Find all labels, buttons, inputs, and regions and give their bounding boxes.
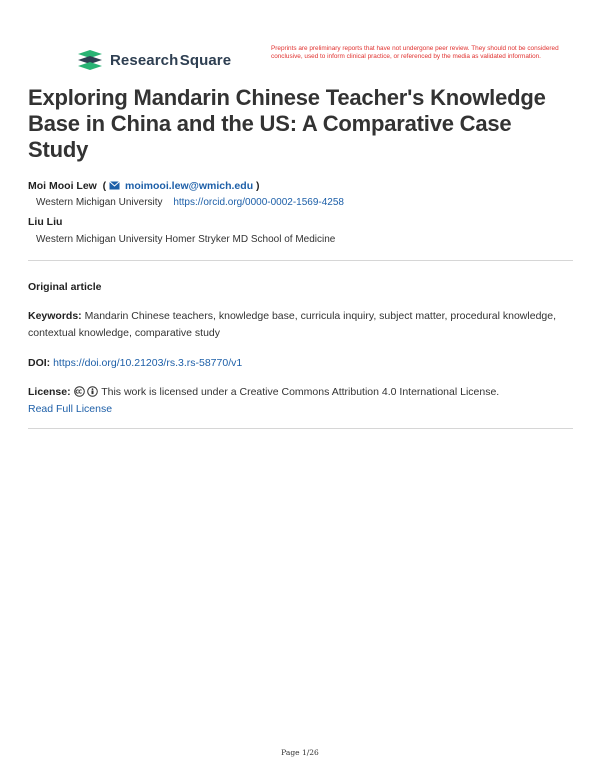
divider [28,260,573,261]
license-text: This work is licensed under a Creative Commons Attribution 4.0 International License. [101,386,500,398]
keywords [28,308,573,342]
affiliation-text: Western Michigan University [36,197,163,208]
author-name: Moi Mooi Lew [28,180,97,192]
author-email-link[interactable]: moimooi.lew@wmich.edu [125,180,254,192]
mail-icon [109,181,120,190]
author-name: Liu Liu [28,216,63,228]
page-number: Page 1/26 [281,748,319,757]
divider [28,428,573,429]
author-1: Moi Mooi Lew ( moimooi.lew@wmich.edu ) [28,180,260,192]
author-2 [28,216,62,228]
doi-link[interactable]: https://doi.org/10.21203/rs.3.rs-58770/v1 [53,357,243,369]
article-type [28,279,573,296]
keywords-text: Mandarin Chinese teachers, knowledge base, curricula inquiry, subject matter, procedural knowledge, contextual knowledge, comparative study [28,310,557,339]
license [28,384,573,418]
article-type-label: Original article [28,281,102,293]
creative-commons-icon [74,386,85,397]
attribution-icon [87,386,98,397]
license-label: License: [28,386,71,398]
keywords-label: Keywords: [28,310,82,322]
author-1-affiliation [36,197,344,208]
doi-label: DOI: [28,357,51,369]
read-full-license-link[interactable]: Read Full License [28,403,113,415]
research-square-logo[interactable] [76,48,231,72]
affiliation-text: Western Michigan University Homer Stryker MD School of Medicine [36,234,336,245]
orcid-link[interactable]: https://orcid.org/0000-0002-1569-4258 [173,197,344,208]
doi [28,355,573,372]
paper-title: Exploring Mandarin Chinese Teacher's Knowledge Base in China and the US: A Comparative Case Study [28,85,546,162]
research-square-logo-icon [76,48,104,72]
logo-text: Research Square [110,51,232,69]
author-2-affiliation [36,234,335,245]
header [76,45,576,77]
preprint-disclaimer: Preprints are preliminary reports that have not undergone peer review. They should not be considered conclusive, used to inform clinical practice, or referenced by the media as validated information. [271,45,559,60]
